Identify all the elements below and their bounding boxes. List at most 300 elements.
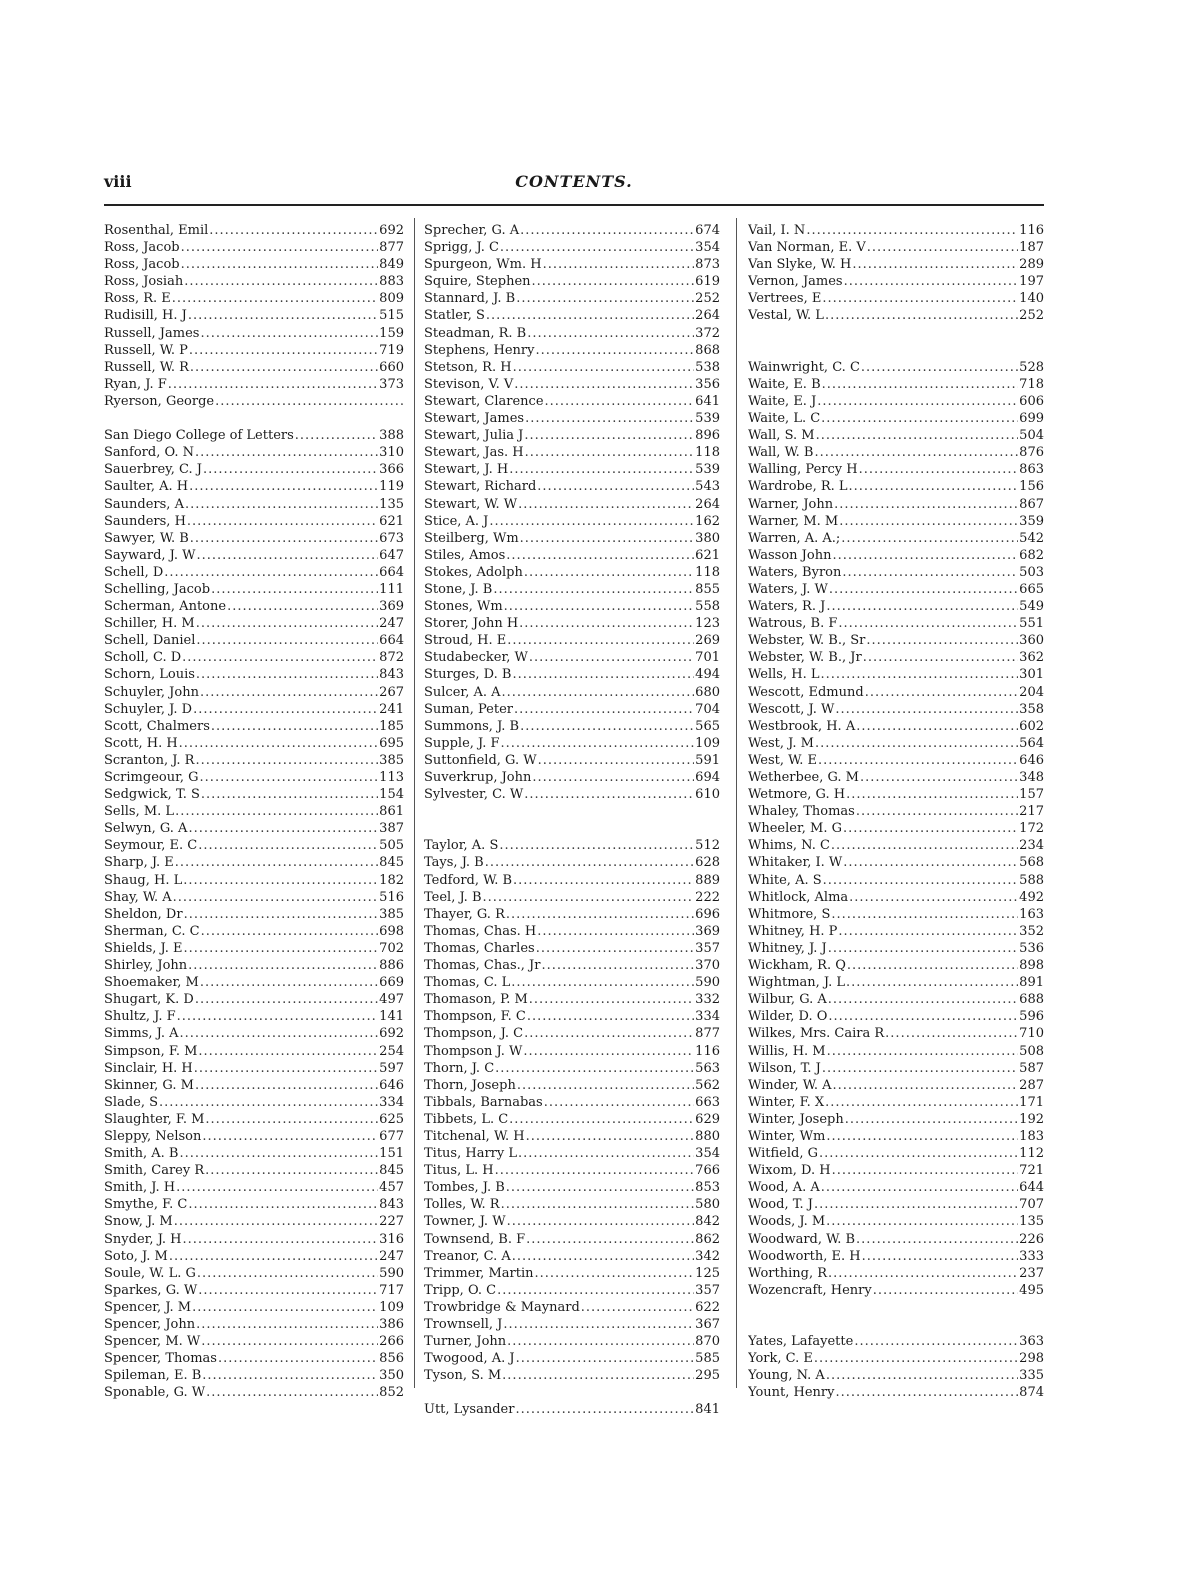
dot-leader xyxy=(211,718,378,735)
entry-name: Sharp, J. E xyxy=(104,855,174,871)
index-entry xyxy=(748,461,1044,478)
entry-name: Tripp, O. C xyxy=(424,1282,497,1298)
dot-leader xyxy=(529,991,694,1008)
entry-page-number: 628 xyxy=(695,855,720,871)
entry-page-number: 562 xyxy=(695,1077,720,1093)
dot-leader xyxy=(829,581,1018,598)
dot-leader xyxy=(196,615,378,632)
dot-leader xyxy=(827,1043,1019,1060)
entry-name: Soule, W. L. G xyxy=(104,1265,196,1281)
index-entry xyxy=(104,786,404,803)
entry-name: Woods, J. M xyxy=(748,1214,826,1230)
entry-name: Winter, Wm xyxy=(748,1128,826,1144)
entry-name: Witfield, G xyxy=(748,1146,819,1162)
entry-name: Wozencraft, Henry xyxy=(748,1282,872,1298)
index-entry xyxy=(104,598,404,615)
index-entry xyxy=(424,1401,720,1418)
dot-leader xyxy=(194,1060,378,1077)
entry-page-number: 112 xyxy=(1019,1146,1044,1162)
dot-leader xyxy=(835,701,1018,718)
entry-name: Thomas, Charles xyxy=(424,940,535,956)
dot-leader xyxy=(816,427,1019,444)
index-entry xyxy=(748,923,1044,940)
entry-name: Sparkes, G. W xyxy=(104,1282,198,1298)
section-gap xyxy=(424,820,720,837)
entry-page-number: 677 xyxy=(379,1128,404,1144)
entry-name: Shultz, J. F xyxy=(104,1009,176,1025)
entry-page-number: 694 xyxy=(695,770,720,785)
entry-page-number: 316 xyxy=(379,1231,404,1247)
dot-leader xyxy=(525,444,695,461)
dot-leader xyxy=(509,1111,694,1128)
index-entry xyxy=(424,1265,720,1282)
entry-name: Towner, J. W xyxy=(424,1214,506,1230)
entry-name: Stice, A. J xyxy=(424,513,489,529)
entry-name: Thomas, C. L xyxy=(424,975,511,991)
entry-page-number: 310 xyxy=(379,445,404,461)
index-entry xyxy=(748,1008,1044,1025)
entry-page-number: 118 xyxy=(695,445,720,461)
dot-leader xyxy=(814,1350,1018,1367)
entry-page-number: 354 xyxy=(695,1146,720,1162)
dot-leader xyxy=(520,222,694,239)
dot-leader xyxy=(209,222,378,239)
dot-leader xyxy=(499,837,694,854)
entry-name: Tibbets, L. C xyxy=(424,1111,509,1127)
entry-page-number: 204 xyxy=(1019,684,1044,700)
index-entry xyxy=(104,1179,404,1196)
index-entry xyxy=(104,1299,404,1316)
entry-page-number: 646 xyxy=(379,1077,404,1093)
index-entry xyxy=(424,444,720,461)
index-entry xyxy=(748,444,1044,461)
entry-page-number: 699 xyxy=(1019,411,1044,427)
entry-page-number: 587 xyxy=(1019,1060,1044,1076)
dot-leader xyxy=(193,701,378,718)
index-entry xyxy=(748,239,1044,256)
entry-name: Smith, Carey R xyxy=(104,1163,205,1179)
dot-leader xyxy=(544,1094,694,1111)
index-entry xyxy=(104,632,404,649)
entry-page-number: 721 xyxy=(1019,1163,1044,1179)
index-entry xyxy=(104,906,404,923)
dot-leader xyxy=(843,820,1018,837)
dot-leader xyxy=(215,393,403,410)
entry-name: Whims, N. C xyxy=(748,838,830,854)
entry-page-number: 332 xyxy=(695,992,720,1008)
entry-name: Waite, E. J xyxy=(748,393,817,409)
entry-name: Wood, T. J xyxy=(748,1197,813,1213)
entry-name: Schuyler, John xyxy=(104,684,199,700)
entry-name: Scranton, J. R xyxy=(104,752,195,768)
entry-page-number: 154 xyxy=(379,787,404,803)
index-entry xyxy=(748,564,1044,581)
dot-leader xyxy=(179,735,379,752)
index-entry xyxy=(424,1248,720,1265)
dot-leader xyxy=(852,256,1018,273)
dot-leader xyxy=(181,256,379,273)
entry-name: Townsend, B. F xyxy=(424,1231,526,1247)
section-gap xyxy=(104,410,404,427)
entry-name: Waite, L. C xyxy=(748,411,821,427)
entry-name: Shay, W. A xyxy=(104,889,172,905)
entry-name: Warren, A. A.; xyxy=(748,530,841,546)
entry-name: Ryerson, George xyxy=(104,393,215,409)
entry-name: Tays, J. B xyxy=(424,855,484,871)
entry-name: Spencer, John xyxy=(104,1317,196,1332)
index-entry xyxy=(424,461,720,478)
index-entry xyxy=(424,1008,720,1025)
entry-name: Sponable, G. W xyxy=(104,1385,206,1401)
entry-name: Thomas, Chas., Jr xyxy=(424,958,541,974)
dot-leader xyxy=(834,496,1018,513)
index-entry xyxy=(104,854,404,871)
entry-page-number: 247 xyxy=(379,1248,404,1264)
index-entry xyxy=(424,940,720,957)
index-entry xyxy=(424,376,720,393)
entry-name: Smith, A. B xyxy=(104,1146,179,1162)
entry-name: Van Slyke, W. H xyxy=(748,257,852,273)
entry-page-number: 596 xyxy=(1019,1009,1044,1025)
dot-leader xyxy=(849,478,1019,495)
entry-name: Whitaker, I. W xyxy=(748,855,843,871)
dot-leader xyxy=(497,1282,694,1299)
index-entry xyxy=(104,273,404,290)
dot-leader xyxy=(513,872,694,889)
page-header xyxy=(104,172,1044,194)
index-entry xyxy=(424,1350,720,1367)
dot-leader xyxy=(506,906,694,923)
dot-leader xyxy=(545,393,695,410)
entry-page-number: 588 xyxy=(1019,872,1044,888)
section-gap xyxy=(424,803,720,820)
entry-name: Vertrees, E xyxy=(748,291,822,307)
entry-page-number: 867 xyxy=(1019,496,1044,512)
entry-name: Trowbridge & Maynard xyxy=(424,1299,580,1315)
index-entry xyxy=(424,666,720,683)
index-entry xyxy=(748,1111,1044,1128)
entry-page-number: 156 xyxy=(1019,479,1044,495)
entry-name: Stetson, R. H xyxy=(424,359,512,375)
index-entry xyxy=(104,307,404,324)
entry-page-number: 267 xyxy=(379,684,404,700)
index-entry xyxy=(104,1060,404,1077)
entry-page-number: 182 xyxy=(379,872,404,888)
dot-leader xyxy=(828,1008,1018,1025)
entry-page-number: 492 xyxy=(1019,889,1044,905)
index-entry xyxy=(748,581,1044,598)
entry-name: Thorn, J. C xyxy=(424,1060,495,1076)
entry-name: Whitlock, Alma xyxy=(748,889,849,905)
index-column-3 xyxy=(748,222,1044,1401)
entry-name: Shirley, John xyxy=(104,958,188,974)
entry-page-number: 385 xyxy=(379,752,404,768)
entry-page-number: 861 xyxy=(379,804,404,820)
entry-page-number: 366 xyxy=(379,462,404,478)
entry-name: Shoemaker, M xyxy=(104,975,199,991)
entry-name: Shields, J. E xyxy=(104,940,183,956)
entry-page-number: 872 xyxy=(379,650,404,666)
index-entry xyxy=(424,290,720,307)
dot-leader xyxy=(520,718,694,735)
index-entry xyxy=(104,581,404,598)
dot-leader xyxy=(503,1316,694,1333)
dot-leader xyxy=(844,273,1019,290)
index-entry xyxy=(424,1282,720,1299)
entry-page-number: 551 xyxy=(1019,616,1044,632)
index-entry xyxy=(104,222,404,239)
dot-leader xyxy=(495,1162,695,1179)
dot-leader xyxy=(826,1367,1018,1384)
entry-page-number: 359 xyxy=(1019,513,1044,529)
index-entry xyxy=(748,1077,1044,1094)
index-entry xyxy=(424,342,720,359)
dot-leader xyxy=(516,1350,695,1367)
index-entry xyxy=(424,906,720,923)
entry-name: Wainwright, C. C xyxy=(748,359,860,375)
dot-leader xyxy=(821,410,1018,427)
index-entry xyxy=(104,1231,404,1248)
dot-leader xyxy=(185,496,378,513)
entry-page-number: 896 xyxy=(695,428,720,444)
entry-page-number: 367 xyxy=(695,1317,720,1332)
entry-name: Ross, Jacob xyxy=(104,257,180,273)
index-entry xyxy=(748,957,1044,974)
index-entry xyxy=(424,615,720,632)
index-entry xyxy=(104,1282,404,1299)
index-entry xyxy=(424,1043,720,1060)
index-entry xyxy=(104,290,404,307)
index-entry xyxy=(748,940,1044,957)
entry-page-number: 157 xyxy=(1019,787,1044,803)
dot-leader xyxy=(581,1299,694,1316)
entry-name: Woodworth, E. H xyxy=(748,1248,861,1264)
index-entry xyxy=(104,444,404,461)
dot-leader xyxy=(529,649,694,666)
entry-page-number: 357 xyxy=(695,940,720,956)
entry-page-number: 877 xyxy=(695,1026,720,1042)
dot-leader xyxy=(527,325,694,342)
entry-name: Walling, Percy H xyxy=(748,462,858,478)
entry-page-number: 109 xyxy=(695,735,720,751)
dot-leader xyxy=(856,718,1018,735)
entry-page-number: 629 xyxy=(695,1111,720,1127)
dot-leader xyxy=(196,666,378,683)
entry-name: Tolles, W. R xyxy=(424,1197,500,1213)
dot-leader xyxy=(532,769,694,786)
entry-name: Teel, J. B xyxy=(424,889,482,905)
entry-name: Selwyn, G. A xyxy=(104,821,188,837)
entry-page-number: 621 xyxy=(379,513,404,529)
index-entry xyxy=(104,769,404,786)
entry-name: Spileman, E. B xyxy=(104,1368,202,1384)
entry-page-number: 504 xyxy=(1019,428,1044,444)
entry-page-number: 358 xyxy=(1019,701,1044,717)
dot-leader xyxy=(516,290,694,307)
dot-leader xyxy=(203,461,378,478)
entry-name: Ross, Jacob xyxy=(104,240,180,256)
dot-leader xyxy=(814,1196,1018,1213)
entry-page-number: 809 xyxy=(379,291,404,307)
dot-leader xyxy=(538,752,695,769)
entry-name: Trownsell, J xyxy=(424,1317,503,1332)
dot-leader xyxy=(826,1213,1018,1230)
entry-page-number: 387 xyxy=(379,821,404,837)
entry-page-number: 118 xyxy=(695,564,720,580)
dot-leader xyxy=(841,530,1018,547)
index-entry xyxy=(748,718,1044,735)
page-number: viii xyxy=(104,172,132,191)
index-entry xyxy=(748,649,1044,666)
entry-page-number: 119 xyxy=(379,479,404,495)
entry-page-number: 505 xyxy=(379,838,404,854)
dot-leader xyxy=(512,1248,694,1265)
entry-name: Stewart, Richard xyxy=(424,479,537,495)
entry-name: Tedford, W. B xyxy=(424,872,513,888)
index-entry xyxy=(748,256,1044,273)
dot-leader xyxy=(867,239,1018,256)
index-column-1 xyxy=(104,222,404,1401)
entry-name: Statler, S xyxy=(424,308,485,324)
entry-page-number: 116 xyxy=(1019,223,1044,238)
entry-page-number: 192 xyxy=(1019,1111,1044,1127)
index-entry xyxy=(104,889,404,906)
dot-leader xyxy=(504,598,695,615)
dot-leader xyxy=(860,769,1018,786)
dot-leader xyxy=(534,1265,694,1282)
entry-name: Stokes, Adolph xyxy=(424,564,523,580)
dot-leader xyxy=(520,530,695,547)
dot-leader xyxy=(177,1008,379,1025)
entry-name: Titus, L. H xyxy=(424,1163,494,1179)
entry-name: Tyson, S. M xyxy=(424,1368,502,1384)
index-entry xyxy=(104,923,404,940)
index-entry xyxy=(424,854,720,871)
index-entry xyxy=(424,1179,720,1196)
entry-name: Wardrobe, R. L xyxy=(748,479,848,495)
entry-name: Sleppy, Nelson xyxy=(104,1128,202,1144)
index-entry xyxy=(424,718,720,735)
entry-page-number: 356 xyxy=(695,376,720,392)
entry-name: Stroud, H. E xyxy=(424,633,507,649)
index-entry xyxy=(748,666,1044,683)
index-entry xyxy=(748,1162,1044,1179)
entry-page-number: 237 xyxy=(1019,1265,1044,1281)
entry-page-number: 227 xyxy=(379,1214,404,1230)
entry-page-number: 669 xyxy=(379,975,404,991)
dot-leader xyxy=(854,1333,1018,1350)
dot-leader xyxy=(192,1299,378,1316)
dot-leader xyxy=(543,256,695,273)
entry-page-number: 295 xyxy=(695,1368,720,1384)
dot-leader xyxy=(839,513,1018,530)
column-divider xyxy=(736,218,737,1388)
entry-page-number: 269 xyxy=(695,633,720,649)
dot-leader xyxy=(182,649,378,666)
entry-name: Suttonfield, G. W xyxy=(424,752,537,768)
entry-name: Vernon, James xyxy=(748,274,843,290)
entry-name: Tibbals, Barnabas xyxy=(424,1094,543,1110)
entry-page-number: 512 xyxy=(695,838,720,854)
dot-leader xyxy=(483,889,695,906)
entry-name: Thompson, F. C xyxy=(424,1009,526,1025)
dot-leader xyxy=(535,342,694,359)
dot-leader xyxy=(180,1025,379,1042)
index-entry xyxy=(748,1196,1044,1213)
index-entry xyxy=(748,273,1044,290)
index-entry xyxy=(748,684,1044,701)
dot-leader xyxy=(500,239,694,256)
page-title: CONTENTS. xyxy=(515,172,633,191)
entry-page-number: 373 xyxy=(379,376,404,392)
dot-leader xyxy=(509,461,694,478)
entry-page-number: 187 xyxy=(1019,240,1044,256)
entry-name: Thomas, Chas. H xyxy=(424,923,537,939)
entry-page-number: 252 xyxy=(695,291,720,307)
entry-name: Scott, Chalmers xyxy=(104,718,210,734)
dot-leader xyxy=(183,1231,379,1248)
dot-leader xyxy=(843,854,1018,871)
dot-leader xyxy=(218,1350,378,1367)
dot-leader xyxy=(174,1213,378,1230)
entry-page-number: 849 xyxy=(379,257,404,273)
entry-page-number: 503 xyxy=(1019,564,1044,580)
entry-page-number: 113 xyxy=(379,770,404,785)
index-entry xyxy=(104,820,404,837)
dot-leader xyxy=(172,290,378,307)
entry-name: Vestal, W. L xyxy=(748,308,824,324)
entry-name: Simms, J. A xyxy=(104,1026,179,1042)
entry-page-number: 495 xyxy=(1019,1282,1044,1298)
index-entry xyxy=(104,393,404,410)
entry-page-number: 183 xyxy=(1019,1128,1044,1144)
entry-name: Sayward, J. W xyxy=(104,547,196,563)
entry-name: Wilkes, Mrs. Caira R xyxy=(748,1026,885,1042)
entry-name: Slade, S xyxy=(104,1094,158,1110)
dot-leader xyxy=(524,427,694,444)
index-entry xyxy=(104,718,404,735)
entry-name: Snyder, J. H xyxy=(104,1231,182,1247)
entry-page-number: 874 xyxy=(1019,1385,1044,1401)
dot-leader xyxy=(831,837,1018,854)
entry-page-number: 680 xyxy=(695,684,720,700)
index-entry xyxy=(424,1162,720,1179)
entry-name: Stewart, Clarence xyxy=(424,393,544,409)
entry-name: Trimmer, Martin xyxy=(424,1265,534,1281)
index-entry xyxy=(424,735,720,752)
index-entry xyxy=(104,1025,404,1042)
entry-name: Stewart, Jas. H xyxy=(424,445,524,461)
entry-name: Whaley, Thomas xyxy=(748,804,855,820)
entry-name: Yates, Lafayette xyxy=(748,1334,854,1350)
dot-leader xyxy=(506,547,694,564)
entry-name: Steadman, R. B xyxy=(424,325,527,341)
entry-page-number: 862 xyxy=(695,1231,720,1247)
entry-name: Worthing, R xyxy=(748,1265,828,1281)
dot-leader xyxy=(200,974,378,991)
index-entry xyxy=(104,1196,404,1213)
dot-leader xyxy=(862,1248,1019,1265)
entry-name: Suverkrup, John xyxy=(424,770,532,785)
dot-leader xyxy=(205,1111,378,1128)
dot-leader xyxy=(822,1060,1018,1077)
index-entry xyxy=(104,1094,404,1111)
entry-name: Snow, J. M xyxy=(104,1214,173,1230)
index-entry xyxy=(748,1025,1044,1042)
dot-leader xyxy=(200,684,378,701)
index-entry xyxy=(104,564,404,581)
dot-leader xyxy=(849,889,1018,906)
